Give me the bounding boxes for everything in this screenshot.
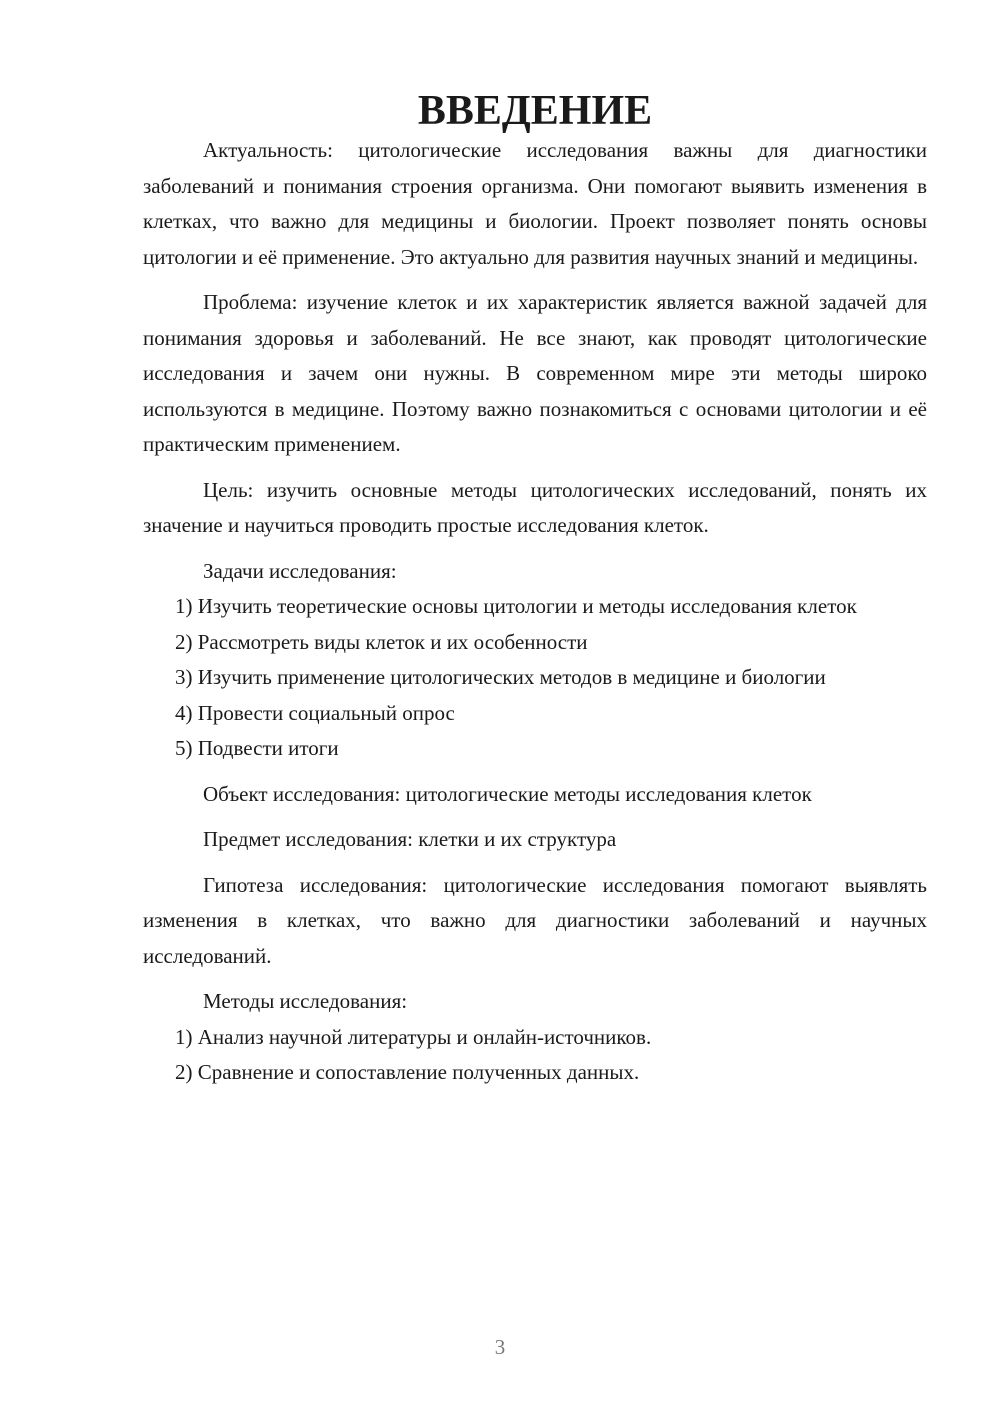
methods-heading: Методы исследования:: [203, 989, 408, 1013]
task-item-2: 2) Рассмотреть виды клеток и их особенности: [175, 629, 588, 654]
task-item-5: 5) Подвести итоги: [175, 736, 339, 760]
page-content: [143, 88, 927, 1091]
object-paragraph: Объект исследования: цитологические методы исследования клеток: [203, 781, 812, 806]
task-item-4: 4) Провести социальный опрос: [175, 700, 455, 725]
task-item-3: 3) Изучить применение цитологических методов в медицине и биологии: [175, 665, 826, 689]
page-number: 3: [494, 1335, 506, 1359]
problem-paragraph: Проблема: изучение клеток и их характеристик является важной задачей для понимания здоровья и заболеваний. Не все знают, как проводят цитологические исследования и зачем они нужны. В современном мире эти методы широко используются в медицине. Поэтому важно познакомиться с основами цитологии и её практическим применением.: [143, 290, 927, 456]
method-item-1: 1) Анализ научной литературы и онлайн-источников.: [175, 1024, 652, 1049]
goal-paragraph: Цель: изучить основные методы цитологических исследований, понять их значение и научиться проводить простые исследования клеток.: [143, 477, 927, 537]
relevance-paragraph: Актуальность: цитологические исследования важны для диагностики заболеваний и понимания строения организма. Они помогают выявить изменения в клетках, что важно для медицины и биологии. Проект позволяет понять основы цитологии и её применение. Это актуально для развития научных знаний и медицины.: [143, 138, 927, 269]
subject-paragraph: Предмет исследования: клетки и их структура: [203, 827, 617, 851]
tasks-heading: Задачи исследования:: [203, 558, 397, 583]
page-title: ВВЕДЕНИЕ: [417, 88, 653, 134]
method-item-2: 2) Сравнение и сопоставление полученных данных.: [175, 1060, 640, 1084]
task-item-1: 1) Изучить теоретические основы цитологии и методы исследования клеток: [175, 594, 857, 618]
hypothesis-paragraph: Гипотеза исследования: цитологические исследования помогают выявлять изменения в клетках, что важно для диагностики заболеваний и научных исследований.: [143, 872, 927, 968]
